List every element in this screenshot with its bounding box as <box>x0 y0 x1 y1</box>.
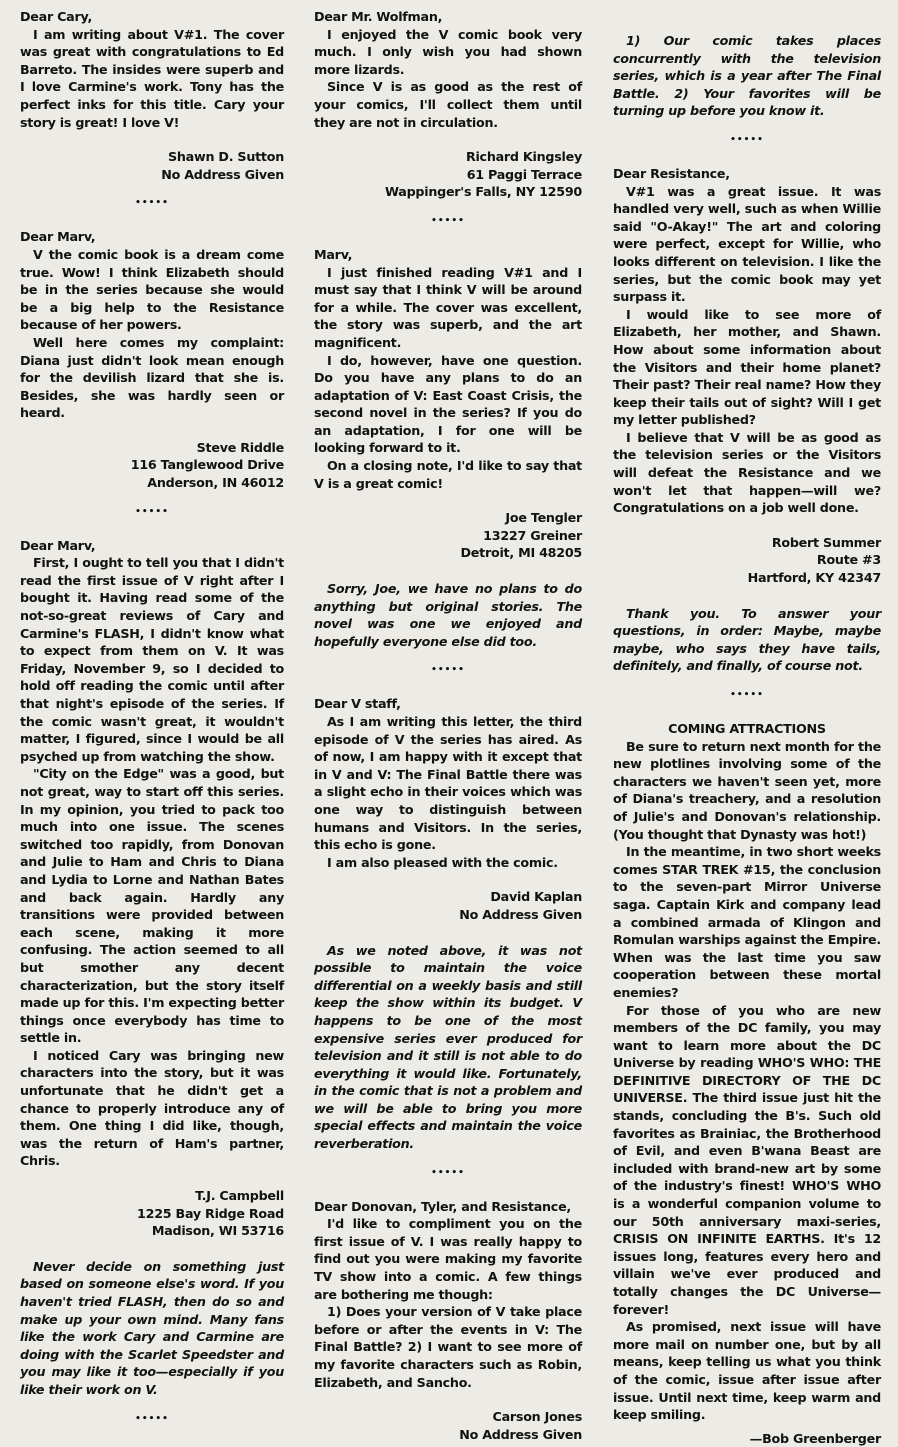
signature-name: Steve Riddle <box>196 439 284 455</box>
signature-address-line: Detroit, MI 48205 <box>460 545 582 561</box>
letter-paragraph: I am writing about V#1. The cover was great with congratulations to Ed Barreto. The insides were superb and I love Carmine's work. Tony has the perfect inks for this title. Cary your story is great! I love V! <box>20 26 284 130</box>
coming-attractions <box>613 720 881 1447</box>
signature-name: Joe Tengler <box>505 510 582 526</box>
editor-reply: Thank you. To answer your questions, in order: Maybe, maybe maybe, who says they have tails, definitely, and finally, of course not. <box>613 605 881 674</box>
letter-paragraph: I'd like to compliment you on the first issue of V. I was really happy to find out you were making my favorite TV show into a comic. A few things are bothering me though: <box>314 1216 582 1302</box>
letter-signature <box>613 534 881 587</box>
editor-reply: 1) Our comic takes places concurrently with the television series, which is a year after The Final Battle. 2) Your favorites will be turning up before you know it. <box>613 33 881 119</box>
letter-salutation: Dear V staff, <box>314 696 401 712</box>
article-paragraph: As promised, next issue will have more mail on number one, but by all means, keep telling us what you think of the comic, issue after issue after issue. Until next time, keep warm and keep smiling. <box>613 1319 881 1423</box>
article-heading: COMING ATTRACTIONS <box>668 721 826 736</box>
column-right <box>613 14 881 1447</box>
signature-address-line: No Address Given <box>459 906 582 922</box>
signature-address-line: Route #3 <box>816 552 881 568</box>
letter <box>20 228 284 491</box>
signature-name: Shawn D. Sutton <box>168 149 284 165</box>
editor-reply: Never decide on something just based on someone else's word. If you haven't tried FLASH, then do so and make up your own mind. Many fans like the work Cary and Carmine are doing with the Scarlet Speedster and you may like it too—especially if you like their work on V. <box>20 1258 284 1397</box>
signature-address-line: Wappinger's Falls, NY 12590 <box>384 184 582 200</box>
letter-paragraph: I enjoyed the V comic book very much. I only wish you had shown more lizards. <box>314 26 582 77</box>
letter-salutation: Dear Marv, <box>20 537 96 553</box>
letter-paragraph: Since V is as good as the rest of your comics, I'll collect them until they are not in circulation. <box>314 79 582 130</box>
signature-address-line: 61 Paggi Terrace <box>466 166 582 182</box>
letter-paragraph: First, I ought to tell you that I didn't read the first issue of V right after I bought it. Having read some of the not-so-great reviews of Cary and Carmine's FLASH, I didn't know what to expect from them on V. It was Friday, November 9, so I decided to hold off reading the comic until after that night's episode of the series. If the comic wasn't great, it wouldn't matter, I figured, since I would be all psyched up from watching the show. <box>20 555 284 764</box>
signature-name: Robert Summer <box>771 534 881 550</box>
signature-name: Richard Kingsley <box>465 149 582 165</box>
signature-address-line: No Address Given <box>459 1426 582 1442</box>
letter-signature <box>314 509 582 562</box>
separator: ••••• <box>431 665 465 676</box>
separator: ••••• <box>135 198 169 209</box>
letter-paragraph: V#1 was a great issue. It was handled very well, such as when Willie said "O-Akay!" The art and coloring were perfect, except for Willie, who looks different on television. I like the series, but the comic book may yet surpass it. <box>613 183 881 305</box>
letter-paragraph: I believe that V will be as good as the television series or the Visitors will defeat the Resistance and we won't let that happen—will we? Congratulations on a job well done. <box>613 429 881 516</box>
letter-signature <box>20 1187 284 1240</box>
letter-signature <box>20 439 284 492</box>
signature-name: Carson Jones <box>492 1409 582 1425</box>
letter <box>20 8 284 183</box>
letter-salutation: Dear Cary, <box>20 9 93 24</box>
column-middle <box>314 8 582 1443</box>
signature-address-line: Madison, WI 53716 <box>151 1223 284 1239</box>
letter-signature <box>314 1408 582 1443</box>
separator: ••••• <box>730 690 764 700</box>
column-left <box>20 8 284 1444</box>
signature-address-line: 13227 Greiner <box>483 527 582 543</box>
signature-address-line: Anderson, IN 46012 <box>147 475 284 491</box>
article-paragraph: For those of you who are new members of the DC family, you may want to learn more about the DC Universe by reading WHO'S WHO: THE DEFINITIVE DIRECTORY OF THE DC UNIVERSE. The third issue just hit the stands, concluding the B's. Such old favorites as Brainiac, the Brotherhood of Evil, and even B'wana Beast are included with brand-new art by some of the industry's finest! WHO'S WHO is a wonderful companion volume to our 50th anniversary maxi-series, CRISIS ON INFINITE EARTHS. It's 12 issues long, features every hero and villain we've ever produced and totally changes the DC Universe—forever! <box>613 1002 881 1317</box>
signature-address-line: Hartford, KY 42347 <box>747 570 881 586</box>
letter <box>613 165 881 587</box>
letter-signature <box>314 148 582 201</box>
signature-name: T.J. Campbell <box>195 1188 284 1204</box>
signature-address-line: 1225 Bay Ridge Road <box>137 1205 284 1221</box>
letter-salutation: Dear Mr. Wolfman, <box>314 9 443 24</box>
letter-paragraph: As I am writing this letter, the third episode of V the series has aired. As of now, I am happy with it except that in V and V: The Final Battle there was a slight echo in their voices which was one way to distinguish between humans and Visitors. In the series, this echo is gone. <box>314 714 582 853</box>
letter-paragraph: On a closing note, I'd like to say that V is a great comic! <box>314 458 582 491</box>
letter-paragraph: 1) Does your version of V take place before or after the events in V: The Final Battle? 2) I want to see more of my favorite characters such as Robin, Elizabeth, and Sancho. <box>314 1304 582 1390</box>
article-paragraph: In the meantime, in two short weeks comes STAR TREK #15, the conclusion to the seven-part Mirror Universe saga. Captain Kirk and company lead a combined armada of Klingon and Romulan warships against the Empire. When was the last time you saw cooperation between these mortal enemies? <box>613 844 881 1000</box>
letter-salutation: Marv, <box>314 246 353 262</box>
letter-paragraph: I am also pleased with the comic. <box>327 854 558 870</box>
signature-address-line: 116 Tanglewood Drive <box>130 457 284 473</box>
separator: ••••• <box>135 1413 169 1424</box>
letter <box>314 246 582 562</box>
letter-paragraph: Well here comes my complaint: Diana just didn't look mean enough for the devilish lizard that she is. Besides, she was hardly seen or heard. <box>20 334 284 421</box>
separator: ••••• <box>135 506 169 517</box>
separator: ••••• <box>431 1167 465 1178</box>
signature-name: David Kaplan <box>490 889 582 905</box>
editor-reply: As we noted above, it was not possible to maintain the voice differential on a weekly basis and still keep the show within its budget. V happens to be one of the most expensive series ever produced for television and it still is not able to do everything it would like. Fortunately, in the comic that is not a problem and we will be able to bring you more special effects and maintain the voice reverberation. <box>314 942 582 1152</box>
letter <box>20 537 284 1240</box>
signature-address-line: No Address Given <box>161 166 284 182</box>
letter-signature <box>314 888 582 923</box>
letter-salutation: Dear Resistance, <box>613 165 730 181</box>
letter-salutation: Dear Donovan, Tyler, and Resistance, <box>314 1198 571 1214</box>
letter-paragraph: "City on the Edge" was a good, but not great, way to start off this series. In my opinion, you tried to pack too much into one issue. The scenes switched too rapidly, from Donovan and Julie to Ham and Chris to Diana and Lydia to Lorne and Nathan Bates and back again. Hardly any transitions were provided between each scene, making it more confusing. The action seemed to all but smother any decent characterization, but the story itself made up for this. I'm expecting better things once everybody has time to settle in. <box>20 766 284 1046</box>
letter-paragraph: I do, however, have one question. Do you have any plans to do an adaptation of V: East Coast Crisis, the second novel in the series? If you do an adaptation, I for one will be looking forward to it. <box>314 352 582 456</box>
separator: ••••• <box>730 134 764 145</box>
letter-paragraph: I would like to see more of Elizabeth, her mother, and Shawn. How about some information about the Visitors and their home planet? Their past? Their real name? How they keep their tails out of sight? Will I get my letter published? <box>613 306 881 428</box>
letter <box>314 1198 582 1444</box>
letter <box>314 8 582 201</box>
editor-reply: Sorry, Joe, we have no plans to do anything but original stories. The novel was one we enjoyed and hopefully everyone else did too. <box>314 581 582 649</box>
article-paragraph: Be sure to return next month for the new plotlines involving some of the characters we haven't seen yet, more of Diana's treachery, and a resolution of Julie's and Donovan's relationship. (You thought that Dynasty was hot!) <box>613 738 881 842</box>
article-credit: —Bob Greenberger <box>749 1430 881 1446</box>
separator: ••••• <box>431 215 465 226</box>
letter-paragraph: V the comic book is a dream come true. Wow! I think Elizabeth should be in the series because she would be a big help to the Resistance because of her powers. <box>20 246 284 333</box>
letter-signature <box>20 148 284 183</box>
letter-paragraph: I noticed Cary was bringing new characters into the story, but it was unfortunate that he didn't get a chance to properly introduce any of them. One thing I did like, though, was the return of Ham's partner, Chris. <box>20 1047 284 1169</box>
letter-paragraph: I just finished reading V#1 and I must say that I think V will be around for a while. The cover was excellent, the story was superb, and the art magnificent. <box>314 264 582 350</box>
letter <box>314 695 582 923</box>
letter-salutation: Dear Marv, <box>20 229 96 245</box>
